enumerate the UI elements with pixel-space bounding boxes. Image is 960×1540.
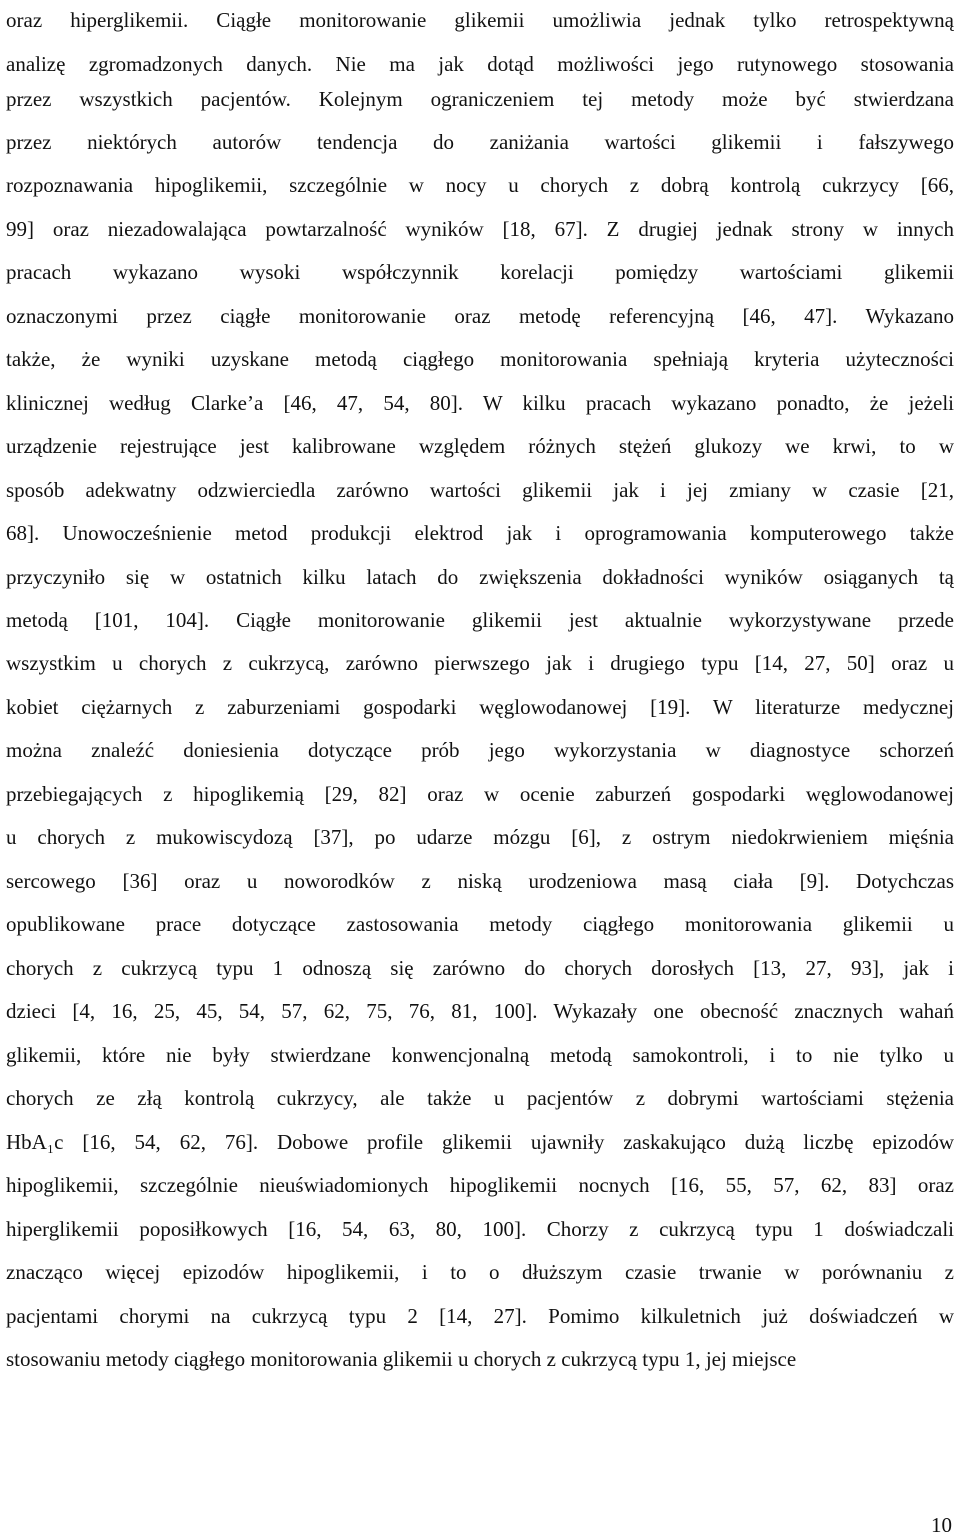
body-text-line: klinicznej według Clarke’a [46, 47, 54, 80]. W kilku pracach wykazano ponadto, że jeżeli bbox=[6, 391, 954, 415]
body-text-line: stosowaniu metody ciągłego monitorowania glikemii u chorych z cukrzycą typu 1, jej miejsce bbox=[6, 1347, 797, 1371]
body-text-line: hipoglikemii, szczególnie nieuświadomionych hipoglikemii nocnych [16, 55, 57, 62, 83] oraz bbox=[6, 1173, 954, 1197]
body-text-line: przez niektórych autorów tendencja do zaniżania wartości glikemii i fałszywego bbox=[6, 130, 954, 154]
body-text-line: można znaleźć doniesienia dotyczące prób jego wykorzystania w diagnostyce schorzeń bbox=[6, 738, 954, 762]
body-text-line: przebiegających z hipoglikemią [29, 82] oraz w ocenie zaburzeń gospodarki węglowodanowej bbox=[6, 782, 954, 806]
body-text-line: chorych z cukrzycą typu 1 odnoszą się zarówno do chorych dorosłych [13, 27, 93], jak i bbox=[6, 956, 954, 980]
body-text-line: analizę zgromadzonych danych. Nie ma jak dotąd możliwości jego rutynowego stosowania bbox=[6, 52, 954, 76]
body-text-line: przyczyniło się w ostatnich kilku latach do zwiększenia dokładności wyników osiąganych tą bbox=[6, 565, 954, 589]
body-text-line: kobiet ciężarnych z zaburzeniami gospodarki węglowodanowej [19]. W literaturze medycznej bbox=[6, 695, 954, 719]
body-text-line: HbA₁c [16, 54, 62, 76]. Dobowe profile glikemii ujawniły zaskakująco dużą liczbę epizodów bbox=[6, 1130, 954, 1154]
body-text-line: u chorych z mukowiscydozą [37], po udarze mózgu [6], z ostrym niedokrwieniem mięśnia bbox=[6, 825, 954, 849]
body-text-line: 99] oraz niezadowalająca powtarzalność wyników [18, 67]. Z drugiej jednak strony w innych bbox=[6, 217, 954, 241]
body-text-line: pracach wykazano wysoki współczynnik korelacji pomiędzy wartościami glikemii bbox=[6, 260, 954, 284]
body-text-line: przez wszystkich pacjentów. Kolejnym ograniczeniem tej metody może być stwierdzana bbox=[6, 87, 954, 111]
body-text-line: rozpoznawania hipoglikemii, szczególnie w nocy u chorych z dobrą kontrolą cukrzycy [66, bbox=[6, 173, 954, 197]
body-text-line: oznaczonymi przez ciągłe monitorowanie oraz metodę referencyjną [46, 47]. Wykazano bbox=[6, 304, 954, 328]
body-text-line: 68]. Unowocześnienie metod produkcji elektrod jak i oprogramowania komputerowego także bbox=[6, 521, 954, 545]
body-text-line: chorych ze złą kontrolą cukrzycy, ale także u pacjentów z dobrymi wartościami stężenia bbox=[6, 1086, 954, 1110]
body-text-line: dzieci [4, 16, 25, 45, 54, 57, 62, 75, 76, 81, 100]. Wykazały one obecność znacznych wahań bbox=[6, 999, 954, 1023]
body-text-line: metodą [101, 104]. Ciągłe monitorowanie glikemii jest aktualnie wykorzystywane przede bbox=[6, 608, 954, 632]
body-text-line: sposób adekwatny odzwierciedla zarówno wartości glikemii jak i jej zmiany w czasie [21, bbox=[6, 478, 954, 502]
body-text-line: opublikowane prace dotyczące zastosowania metody ciągłego monitorowania glikemii u bbox=[6, 912, 954, 936]
page-number: 10 bbox=[931, 1513, 952, 1537]
body-text-line: glikemii, które nie były stwierdzane konwencjonalną metodą samokontroli, i to nie tylko u bbox=[6, 1043, 954, 1067]
body-text-line: sercowego [36] oraz u noworodków z niską urodzeniowa masą ciała [9]. Dotychczas bbox=[6, 869, 954, 893]
body-text-line: urządzenie rejestrujące jest kalibrowane względem różnych stężeń glukozy we krwi, to w bbox=[6, 434, 954, 458]
body-text-line: pacjentami chorymi na cukrzycą typu 2 [14, 27]. Pomimo kilkuletnich już doświadczeń w bbox=[6, 1304, 954, 1328]
body-text-line: hiperglikemii poposiłkowych [16, 54, 63, 80, 100]. Chorzy z cukrzycą typu 1 doświadczali bbox=[6, 1217, 954, 1241]
body-text-line: znacząco więcej epizodów hipoglikemii, i to o dłuższym czasie trwanie w porównaniu z bbox=[6, 1260, 954, 1284]
body-text-line: także, że wyniki uzyskane metodą ciągłego monitorowania spełniają kryteria użyteczności bbox=[6, 347, 954, 371]
body-text-line: oraz hiperglikemii. Ciągłe monitorowanie glikemii umożliwia jednak tylko retrospektywną bbox=[6, 8, 954, 32]
body-text-line: wszystkim u chorych z cukrzycą, zarówno pierwszego jak i drugiego typu [14, 27, 50] oraz u bbox=[6, 651, 954, 675]
